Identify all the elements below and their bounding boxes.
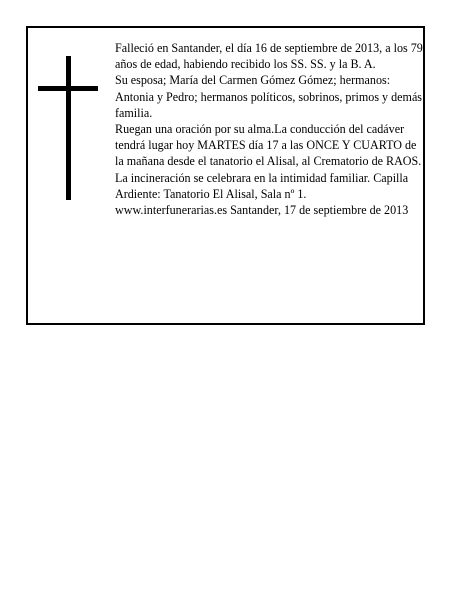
- source-and-date: www.interfunerarias.es Santander, 17 de septiembre de 2013: [115, 203, 409, 218]
- family-members: Su esposa; María del Carmen Gómez Gómez; hermanos: Antonia y Pedro; hermanos políticos, sobrinos, primos y demás familia.: [115, 73, 423, 120]
- cross-horizontal-bar: [38, 86, 98, 91]
- notice-text: [115, 40, 423, 218]
- obituary-notice: [26, 26, 425, 325]
- death-announcement: Falleció en Santander, el día 16 de septiembre de 2013, a los 79 años de edad, habiendo recibido los SS. SS. y la B. A.: [115, 41, 423, 72]
- funeral-details: Ruegan una oración por su alma.La conducción del cadáver tendrá lugar hoy MARTES día 17 a las ONCE Y CUARTO de la mañana desde el tanatorio el Alisal, al Crematorio de RAOS. La incineración se celebrara en la intimidad familiar. Capilla Ardiente: Tanatorio El Alisal, Sala nº 1.: [115, 122, 422, 201]
- cross-vertical-bar: [66, 56, 71, 200]
- cross-icon: [38, 56, 98, 200]
